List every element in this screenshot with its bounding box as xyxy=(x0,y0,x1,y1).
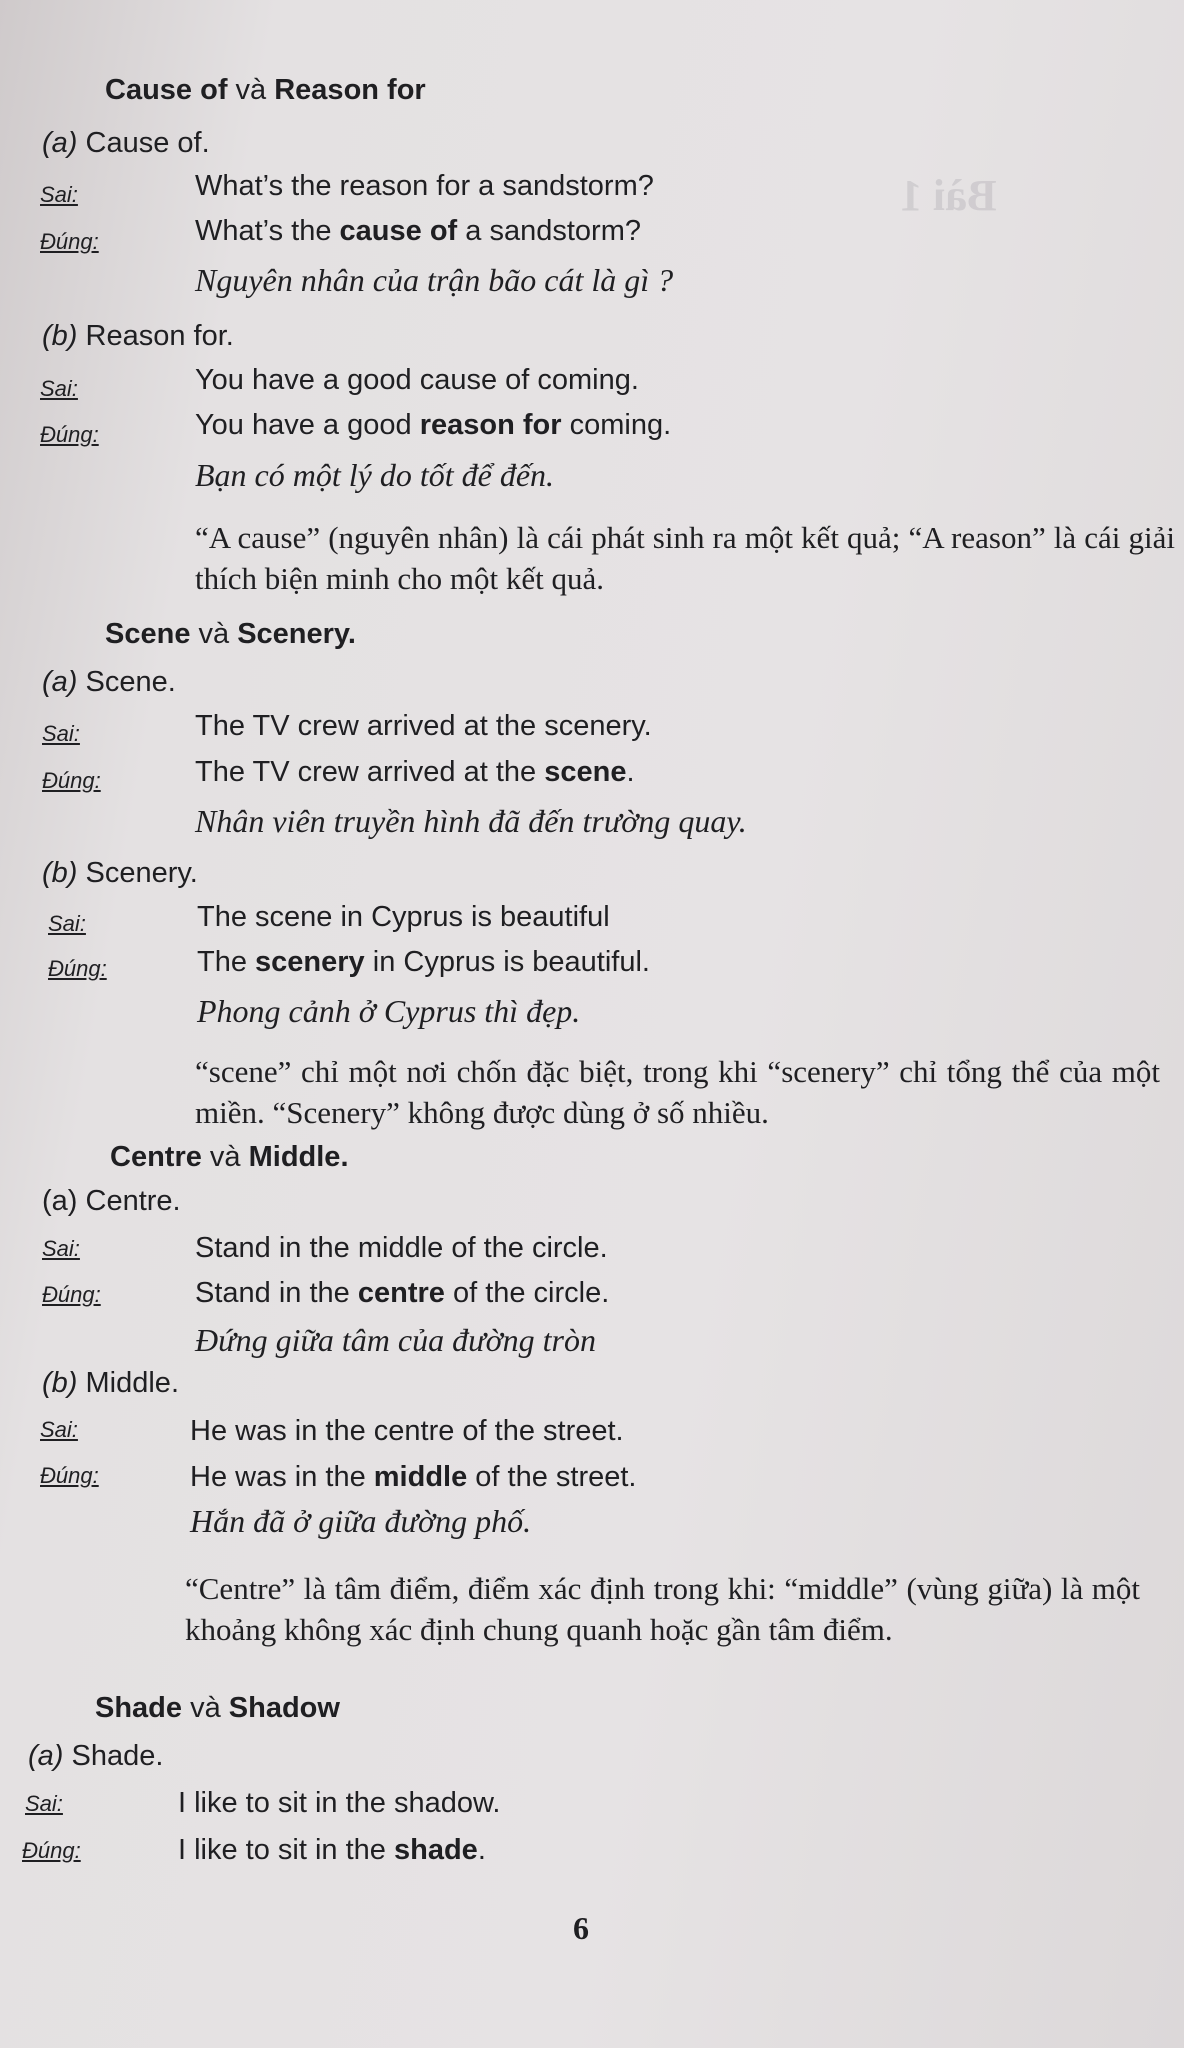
heading-word-a: Shade xyxy=(95,1692,183,1724)
section-heading-centre-middle xyxy=(110,1141,349,1174)
right-tag: Đúng: xyxy=(40,1463,99,1488)
heading-word-a: Cause of xyxy=(105,74,228,106)
subsection-title: Cause of. xyxy=(77,127,210,159)
right-sentence-post: in Cyprus is beautiful. xyxy=(364,946,650,978)
subsection-letter: (a) xyxy=(42,127,78,159)
wrong-sentence: He was in the centre of the street. xyxy=(190,1415,624,1447)
right-sentence xyxy=(195,756,635,789)
subsection-letter: (a) xyxy=(42,666,78,698)
right-tag: Đúng: xyxy=(42,768,101,793)
translation: Hắn đã ở giữa đường phố. xyxy=(190,1503,532,1539)
heading-connector: và xyxy=(227,74,275,106)
heading-word-a: Centre xyxy=(110,1141,202,1173)
translation: Nhân viên truyền hình đã đến trường quay. xyxy=(195,803,747,839)
heading-connector: và xyxy=(201,1141,249,1173)
explanation-note: “Centre” là tâm điểm, điểm xác định trong khi: “middle” (vùng giữa) là một khoảng không xác định chung quanh hoặc gần tâm điểm. xyxy=(185,1571,1140,1647)
right-sentence xyxy=(195,1277,609,1310)
wrong-sentence: What’s the reason for a sandstorm? xyxy=(195,170,654,202)
wrong-tag: Sai: xyxy=(40,182,78,207)
translation: Đứng giữa tâm của đường tròn xyxy=(195,1322,596,1358)
subsection-label xyxy=(42,320,234,353)
section-heading-scene-scenery xyxy=(105,618,356,651)
heading-connector: và xyxy=(182,1692,229,1724)
heading-word-b: Scenery. xyxy=(237,618,356,650)
subsection-title: Centre. xyxy=(77,1185,181,1217)
wrong-tag: Sai: xyxy=(42,1236,80,1261)
right-sentence-keyword: scene xyxy=(544,756,627,788)
subsection-label xyxy=(42,127,210,160)
section-heading-shade-shadow xyxy=(95,1692,340,1725)
right-sentence-post: . xyxy=(626,756,635,788)
translation: Nguyên nhân của trận bão cát là gì ? xyxy=(195,262,674,298)
right-sentence xyxy=(190,1461,637,1494)
heading-word-b: Reason for xyxy=(274,74,426,106)
right-tag: Đúng: xyxy=(42,1282,101,1307)
subsection-label xyxy=(42,666,176,699)
wrong-sentence: The scene in Cyprus is beautiful xyxy=(197,901,610,933)
wrong-tag: Sai: xyxy=(48,911,86,936)
right-sentence-pre: Stand in the xyxy=(195,1277,358,1309)
subsection-letter: (a) xyxy=(42,1185,78,1217)
right-sentence-pre: What’s the xyxy=(195,215,340,247)
right-sentence-post: . xyxy=(477,1834,486,1866)
explanation-note: “scene” chỉ một nơi chốn đặc biệt, trong khi “scenery” chỉ tổng thể của một miền. “Scenery” không được dùng ở số nhiều. xyxy=(195,1054,1160,1130)
wrong-sentence: The TV crew arrived at the scenery. xyxy=(195,710,652,742)
wrong-sentence: You have a good cause of coming. xyxy=(195,364,639,396)
right-sentence-pre: The xyxy=(197,946,256,978)
subsection-title: Reason for. xyxy=(77,320,234,352)
subsection-title: Middle. xyxy=(77,1367,179,1399)
heading-word-b: Shadow xyxy=(228,1692,340,1724)
wrong-sentence: Stand in the middle of the circle. xyxy=(195,1232,608,1264)
explanation-note: “A cause” (nguyên nhân) là cái phát sinh ra một kết quả; “A reason” là cái giải thích biện minh cho một kết quả. xyxy=(195,520,1175,596)
translation: Bạn có một lý do tốt để đến. xyxy=(195,457,555,493)
heading-word-b: Middle. xyxy=(248,1141,349,1173)
page-number: 6 xyxy=(573,1910,589,1946)
translation: Phong cảnh ở Cyprus thì đẹp. xyxy=(197,993,581,1029)
right-sentence-pre: The TV crew arrived at the xyxy=(195,756,545,788)
right-tag: Đúng: xyxy=(40,422,99,447)
subsection-label xyxy=(42,1367,179,1400)
wrong-tag: Sai: xyxy=(40,1417,78,1442)
right-sentence xyxy=(195,409,671,442)
right-sentence-keyword: reason for xyxy=(419,409,562,441)
right-sentence-pre: You have a good xyxy=(195,409,420,441)
subsection-title: Scenery. xyxy=(77,857,198,889)
subsection-letter: (b) xyxy=(42,1367,78,1399)
right-sentence-keyword: scenery xyxy=(255,946,365,978)
subsection-title: Shade. xyxy=(63,1740,164,1772)
wrong-tag: Sai: xyxy=(40,376,78,401)
heading-word-a: Scene xyxy=(105,618,191,650)
right-tag: Đúng: xyxy=(40,229,99,254)
subsection-label xyxy=(42,1185,181,1218)
right-tag: Đúng: xyxy=(48,956,107,981)
right-sentence-keyword: middle xyxy=(373,1461,468,1493)
subsection-letter: (a) xyxy=(28,1740,64,1772)
right-sentence xyxy=(197,946,650,979)
subsection-label xyxy=(28,1740,163,1773)
bleed-through-title: Bài 1 xyxy=(900,171,997,220)
section-heading-cause-reason xyxy=(105,74,426,107)
wrong-tag: Sai: xyxy=(42,721,80,746)
right-tag: Đúng: xyxy=(22,1838,81,1863)
wrong-tag: Sai: xyxy=(25,1791,63,1816)
heading-connector: và xyxy=(190,618,238,650)
right-sentence-keyword: shade xyxy=(394,1834,478,1866)
wrong-sentence: I like to sit in the shadow. xyxy=(178,1787,501,1819)
right-sentence-post: coming. xyxy=(561,409,672,441)
right-sentence-pre: He was in the xyxy=(190,1461,374,1493)
subsection-letter: (b) xyxy=(42,320,78,352)
right-sentence-post: of the circle. xyxy=(444,1277,610,1309)
right-sentence-keyword: centre xyxy=(357,1277,445,1309)
right-sentence xyxy=(195,215,641,248)
subsection-label xyxy=(42,857,198,890)
subsection-title: Scene. xyxy=(77,666,176,698)
right-sentence-post: of the street. xyxy=(467,1461,637,1493)
right-sentence-post: a sandstorm? xyxy=(457,215,641,247)
subsection-letter: (b) xyxy=(42,857,78,889)
right-sentence-pre: I like to sit in the xyxy=(178,1834,394,1866)
right-sentence-keyword: cause of xyxy=(339,215,458,247)
right-sentence xyxy=(178,1834,486,1867)
